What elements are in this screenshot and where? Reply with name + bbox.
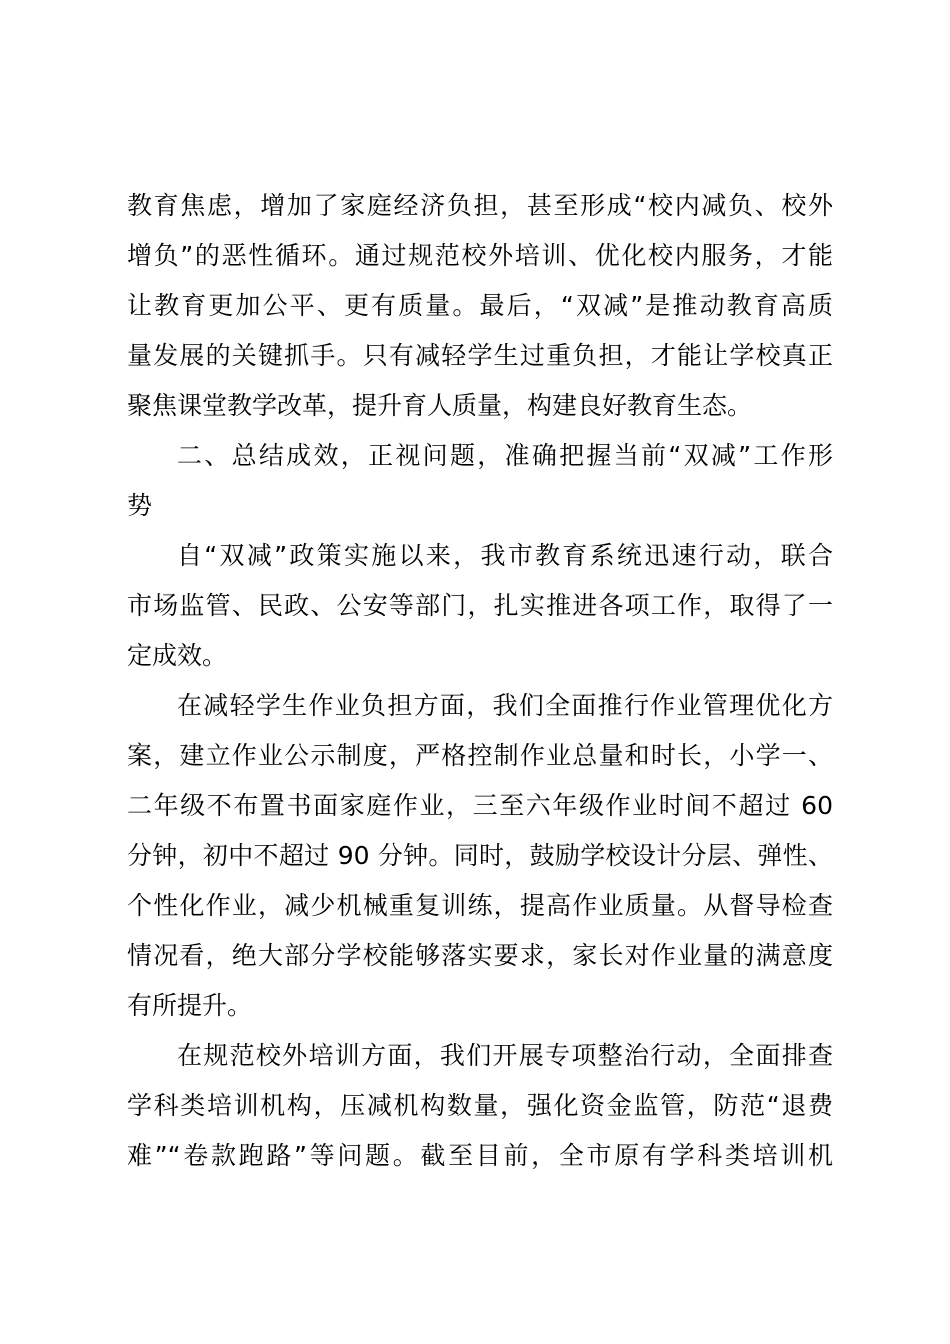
body-line: 在规范校外培训方面，我们开展专项整治行动，全面排查	[177, 1041, 833, 1070]
body-line: 教育焦虑，增加了家庭经济负担，甚至形成“校内减负、校外	[127, 191, 833, 220]
body-line: 自“双减”政策实施以来，我市教育系统迅速行动，联合	[177, 541, 833, 570]
body-line: 在减轻学生作业负担方面，我们全面推行作业管理优化方	[177, 691, 833, 720]
body-line: 量发展的关键抓手。只有减轻学生过重负担，才能让学校真正	[127, 341, 833, 370]
body-line: 情况看，绝大部分学校能够落实要求，家长对作业量的满意度	[127, 941, 833, 970]
body-line: 增负”的恶性循环。通过规范校外培训、优化校内服务，才能	[127, 241, 833, 270]
body-line: 让教育更加公平、更有质量。最后，“双减”是推动教育高质	[127, 291, 833, 320]
section-heading-line: 势	[127, 491, 153, 520]
body-line: 难”“卷款跑路”等问题。截至目前，全市原有学科类培训机	[127, 1141, 833, 1170]
body-line: 聚焦课堂教学改革，提升育人质量，构建良好教育生态。	[127, 391, 753, 420]
body-line: 学科类培训机构，压减机构数量，强化资金监管，防范“退费	[127, 1091, 833, 1120]
body-line: 个性化作业，减少机械重复训练，提高作业质量。从督导检查	[127, 891, 833, 920]
body-line: 分钟，初中不超过 90 分钟。同时，鼓励学校设计分层、弹性、	[127, 841, 833, 870]
body-line: 市场监管、民政、公安等部门，扎实推进各项工作，取得了一	[127, 591, 833, 620]
body-line: 案，建立作业公示制度，严格控制作业总量和时长，小学一、	[127, 741, 833, 770]
document-body	[127, 181, 833, 1181]
body-line: 定成效。	[127, 641, 228, 670]
body-line: 二年级不布置书面家庭作业，三至六年级作业时间不超过 60	[127, 791, 833, 820]
section-heading-line: 二、总结成效，正视问题，准确把握当前“双减”工作形	[177, 441, 833, 470]
body-line: 有所提升。	[127, 991, 253, 1020]
